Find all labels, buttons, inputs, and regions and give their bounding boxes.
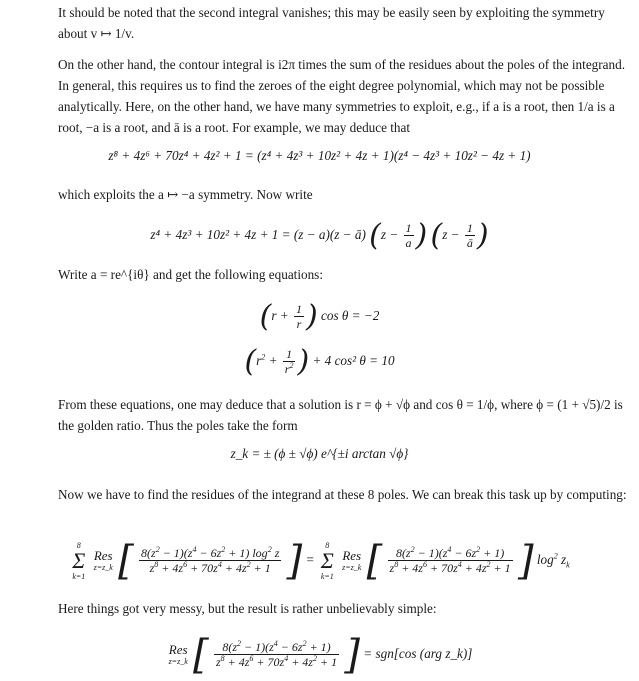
paragraph-text: On the other hand, the contour integral is i2π times the sum of the residues about the poles of the integrand. In general, this requires us to find the zeroes of the eight degree polynomial, which may not be possible analytically. Here, on the other hand, we have many symmetries to exploit, e.g., if a is a root, then 1/a is a root, −a is a root, and ā is a root. For example, we may deduce that <box>58 57 625 135</box>
paragraph-text: which exploits the a ↦ −a symmetry. Now write <box>58 187 313 202</box>
fraction-integrand: $\frac{8(z^2 - 1)(z^4 - 6z^2 + 1)}{z^8 + 4z^6 + 70z^4 + 4z^2 + 1}$ <box>215 639 338 670</box>
equation-rhs: cos θ = −2 <box>321 308 380 323</box>
paragraph-result <box>58 598 630 619</box>
equation-rhs: = sgn[cos (arg z_k)] <box>363 646 473 661</box>
sum-symbol: 8 Σ k=1 <box>320 540 334 581</box>
paragraph-residues <box>58 484 630 505</box>
residue-operator: Res z=z_k <box>93 548 113 573</box>
fraction-one-over-r2: $\frac{1}{r^2}$ <box>284 347 294 377</box>
fraction-integrand-log: $\frac{8(z^2 - 1)(z^4 - 6z^2 + 1) \log^2 z}{z^8 + 4z^6 + 70z^4 + 4z^2 + 1}$ <box>141 545 280 576</box>
equation-factorization <box>0 148 639 164</box>
residue-operator: Res z=z_k <box>168 642 188 667</box>
paragraph-write-a <box>58 264 630 285</box>
equation-r2-cos2: ($r^2$ + $\frac{1}{r^2}$ ) + 4 cos² θ = 10 <box>244 343 395 379</box>
equation-rhs: + 4 cos² θ = 10 <box>312 353 395 368</box>
paragraph-golden-ratio <box>58 394 630 436</box>
fraction-one-over-abar: $\frac{1}{ā}$ <box>466 221 473 251</box>
equation-text: z_k = ± (ϕ ± √ϕ) e^{±i arctan √ϕ} <box>230 446 409 461</box>
paragraph-text: Now we have to find the residues of the integrand at these 8 poles. We can break this task up by computing: <box>58 487 627 502</box>
paragraph-text: It should be noted that the second integral vanishes; this may be easily seen by exploiting the symmetry about v ↦ 1/v. <box>58 5 605 41</box>
paragraph-text: From these equations, one may deduce that a solution is r = ϕ + √ϕ and cos θ = 1/ϕ, where ϕ = (1 + √5)/2 is the golden ratio. Thus the poles take the form <box>58 397 623 433</box>
equation-poles <box>0 446 639 462</box>
residue-operator: Res z=z_k <box>342 548 362 573</box>
equation-lhs: z⁴ + 4z³ + 10z² + 4z + 1 = (z − a)(z − ā) <box>150 227 366 242</box>
paragraph-text: Write a = re^{iθ} and get the following equations: <box>58 267 323 282</box>
paragraph-text: Here things got very messy, but the result is rather unbelievably simple: <box>58 601 437 616</box>
equation-roots: z⁴ + 4z³ + 10z² + 4z + 1 = (z − a)(z − ā) (z − $\frac{1}{a}$ ) (z − $\frac{1}{ā}$ ) <box>150 217 489 253</box>
fraction-integrand: $\frac{8(z^2 - 1)(z^4 - 6z^2 + 1)}{z^8 + 4z^6 + 70z^4 + 4z^2 + 1}$ <box>389 545 511 576</box>
paragraph-second-integral <box>58 2 630 44</box>
paragraph-contour-integral <box>58 54 630 138</box>
fraction-one-over-a: $\frac{1}{a}$ <box>405 221 412 251</box>
equation-residue-sum: 8 Σ k=1 Res z=z_k [ $\frac{8(z^2 - 1)(z^4 - 6z^2 + 1) \log^2 z}{z^8 + 4z^6 + 70z^4 + 4z^2 + 1}$ ] = 8 Σ k=1 Res z=z_k [ $\frac{8(z^2 - 1)(z^4 - 6z^2 + 1)}{z^8 + 4z^6 + 70z^4 + 4z^2 + 1}$ ] $\log^2 z_k$ <box>72 537 570 584</box>
sum-symbol: 8 Σ k=1 <box>72 540 86 581</box>
fraction-one-over-r: $\frac{1}{r}$ <box>295 302 302 332</box>
equation-text: z⁸ + 4z⁶ + 70z⁴ + 4z² + 1 = (z⁴ + 4z³ + 10z² + 4z + 1)(z⁴ − 4z³ + 10z² − 4z + 1) <box>108 148 531 163</box>
equation-final-residue: Res z=z_k [ $\frac{8(z^2 - 1)(z^4 - 6z^2 + 1)}{z^8 + 4z^6 + 70z^4 + 4z^2 + 1}$ ] = sgn[cos (arg z_k)] <box>168 631 473 678</box>
equation-r-cos: (r + $\frac{1}{r}$ ) cos θ = −2 <box>259 298 380 334</box>
paragraph-symmetry <box>58 184 630 205</box>
